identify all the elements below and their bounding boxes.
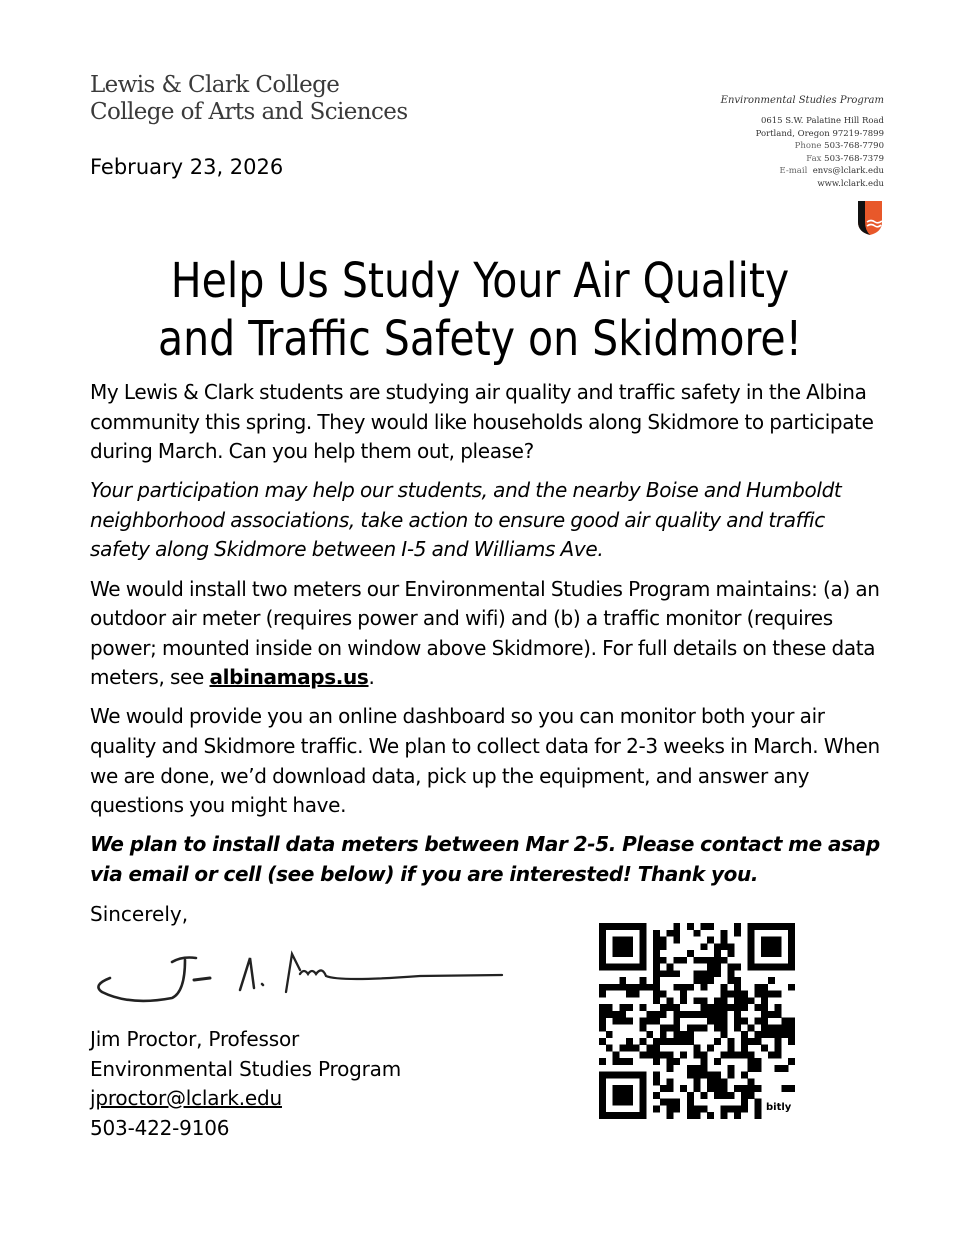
paragraph-intro: My Lewis & Clark students are studying air quality and traffic safety in the Albina community this spring. They would like households along Skidmore to participate during March. Can you help them out, please? (90, 380, 874, 464)
signer-name: Jim Proctor, Professor (90, 1027, 300, 1051)
letterhead (90, 72, 408, 126)
street-address: 0615 S.W. Palatine Hill Road (760, 116, 884, 126)
fax-label: Fax (806, 153, 822, 164)
paragraph-dashboard: We would provide you an online dashboard so you can monitor both your air quality and Skidmore traffic. We plan to collect data for 2-3 weeks in March. When we are done, we’d download data, pick up the equipment, and answer any questions you might have. (90, 704, 880, 818)
phone-line (721, 140, 884, 153)
website: www.lclark.edu (817, 178, 884, 189)
bitly-label: bitly (766, 1102, 792, 1113)
phone-label: Phone (794, 141, 822, 152)
page-title (62, 252, 898, 368)
meters-text: We would install two meters our Environmental Studies Program maintains: (a) an outdoor air meter (requires power and wifi) and (b) a traffic monitor (requires power; mounted inside on window above Skidmore). For full details on these data meters, see (90, 576, 880, 690)
albinamaps-link[interactable]: albinamaps.us (209, 665, 369, 690)
letter-body (90, 378, 880, 899)
paragraph-call-to-action: We plan to install data meters between Mar 2-5. Please contact me asap via email or cell (see below) if you are interested! Thank you. (90, 832, 880, 886)
city-address: Portland, Oregon 97219-7899 (755, 128, 884, 139)
address-block (721, 95, 884, 191)
paragraph-meters (90, 575, 880, 693)
signature-block (90, 1025, 401, 1143)
program-name: Environmental Studies Program (720, 95, 884, 106)
shield-logo-icon (857, 200, 883, 236)
title-line-2: and Traffic Safety on Skidmore! (157, 311, 803, 367)
paragraph-impact: Your participation may help our students, and the nearby Boise and Humboldt neighborhood associations, take action to ensure good air quality and traffic safety along Skidmore between I-5 and Williams Ave. (90, 478, 842, 562)
fax-number: 503-768-7379 (824, 153, 884, 164)
fax-line (721, 153, 884, 166)
email-line (721, 165, 884, 178)
school-name: College of Arts and Sciences (90, 99, 408, 125)
title-line-1: Help Us Study Your Air Quality (170, 253, 790, 309)
qr-code-icon[interactable] (599, 923, 795, 1119)
phone-number: 503-768-7790 (824, 141, 884, 152)
signer-email-link[interactable]: jproctor@lclark.edu (90, 1086, 282, 1111)
signature-icon (90, 940, 510, 1010)
signer-phone: 503-422-9106 (90, 1115, 230, 1140)
email-label: E-mail (779, 166, 808, 177)
meters-text-end: . (368, 665, 375, 690)
program-email: envs@lclark.edu (812, 166, 884, 177)
college-name: Lewis & Clark College (90, 72, 340, 98)
closing: Sincerely, (90, 902, 189, 926)
signer-program: Environmental Studies Program (90, 1056, 402, 1081)
letter-date: February 23, 2026 (90, 155, 284, 179)
